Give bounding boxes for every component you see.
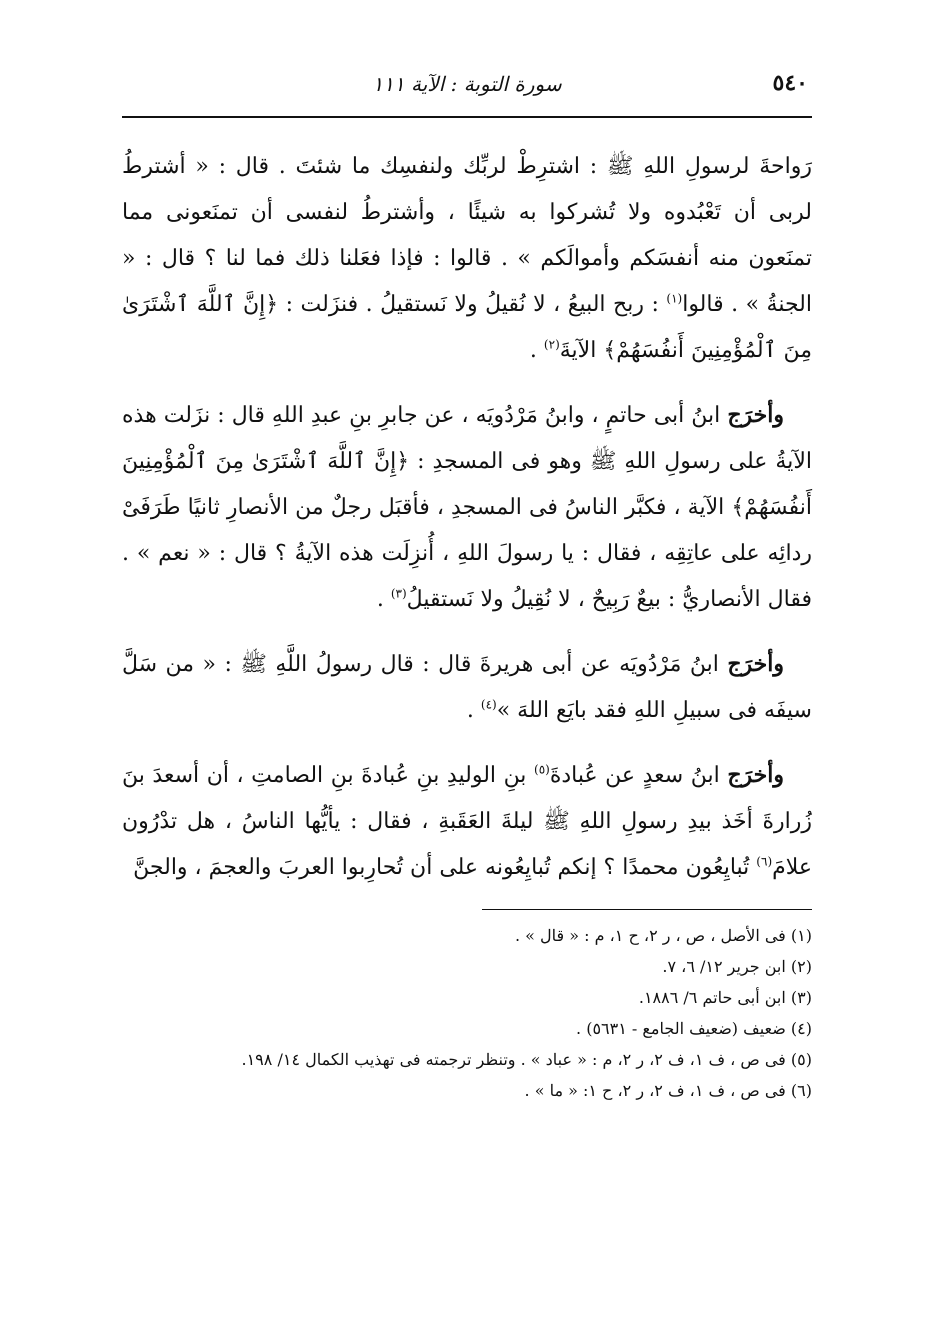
footnote-3: (٣) ابن أبى حاتم ٦/ ١٨٨٦.	[638, 988, 812, 1007]
footnotes	[122, 920, 812, 1106]
footnote-2: (٢) ابن جرير ١٢/ ٦، ٧.	[662, 957, 812, 976]
paragraph-2	[122, 392, 812, 623]
paragraph-text: ابنُ مَرْدُويَه عن أبى هريرةَ قال : قال رسولُ اللَّهِ ﷺ : « من سَلَّ سيفَه فى سبيلِ اللهِ فقد بايَع اللهَ »	[122, 652, 812, 723]
footnote-6: (٦) فى ص ، ف ١، ف ٢، ر ٢، ح ١: « ما » .	[524, 1081, 812, 1100]
paragraph-text: : ربح البيعُ ، لا نُقيلُ ولا نَستقيلُ . فنزَلت : ﴿إِنَّ ٱللَّهَ ٱشْتَرَىٰ مِنَ ٱلْمُؤْمِنِينَ أَنفُسَهُمْ﴾ الآيةَ	[122, 292, 812, 363]
main-text	[122, 144, 812, 891]
paragraph-end: .	[466, 698, 481, 723]
footnote-4: (٤) ضعيف (ضعيف الجامع - ٥٦٣١) .	[576, 1019, 812, 1038]
paragraph-1	[122, 144, 812, 374]
footnote-ref: (٦)	[756, 854, 773, 869]
paragraph-lead: وأخرَج	[727, 651, 784, 677]
footnote-ref: (٥)	[534, 762, 550, 777]
paragraph-text: ابنُ سعدٍ عن عُبادةَ	[549, 763, 728, 788]
book-page	[122, 60, 812, 1106]
paragraph-end: .	[529, 338, 544, 363]
paragraph-lead: وأخرَج	[727, 762, 784, 788]
footnote-divider	[482, 909, 812, 910]
footnote-ref: (٣)	[390, 586, 407, 601]
footnote-5: (٥) فى ص ، ف ١، ف ٢، ر ٢، م : « عباد » . وتنظر ترجمته فى تهذيب الكمال ١٤/ ١٩٨.	[241, 1050, 812, 1069]
footnote-ref: (٤)	[480, 697, 497, 712]
paragraph-text: بنِ الوليدِ بنِ عُبادةَ بنِ الصامتِ ، أن أسعدَ بنَ زُرارةَ أخَذ بيدِ رسولِ اللهِ ﷺ ليلةَ العَقَبةِ ، فقال : يأيُّها الناسُ ، هل تدْرُون علامَ	[122, 763, 812, 880]
footnote-ref: (١)	[666, 291, 683, 306]
paragraph-4	[122, 752, 812, 891]
paragraph-text: رَواحةَ لرسولِ اللهِ ﷺ : اشترِطْ لربِّك ولنفسِك ما شئتَ . قال : « أشترطُ لربى أن تَعْبُدوه ولا تُشركوا به شيئًا ، وأشترطُ لنفسى أن تمنَعونى مما تمنَعون منه أنفسَكم وأموالَكم » . قالوا : فإذا فعَلنا ذلك فما لنا ؟ قال : « الجنةُ » . قالوا	[122, 154, 812, 317]
page-number: ٥٤٠	[772, 70, 808, 96]
page-header	[122, 60, 812, 118]
running-title: سورة التوبة : الآية ١١١	[372, 72, 562, 96]
paragraph-lead: وأخرَج	[727, 402, 784, 428]
paragraph-3	[122, 641, 812, 734]
paragraph-end: .	[376, 587, 391, 612]
paragraph-end: تُبايِعُون محمدًا ؟ إنكم تُبايِعُونه على أن تُحارِبوا العربَ والعجمَ ، والجنَّ	[133, 855, 757, 880]
footnote-1: (١) فى الأصل ، ص ، ر ٢، ح ١، م : « قال » .	[515, 926, 812, 945]
paragraph-text: ابنُ أبى حاتمٍ ، وابنُ مَرْدُويَه ، عن جابرِ بنِ عبدِ اللهِ قال : نزَلت هذه الآيةُ على رسولِ اللهِ ﷺ وهو فى المسجدِ : ﴿إِنَّ ٱللَّهَ ٱشْتَرَىٰ مِنَ ٱلْمُؤْمِنِينَ أَنفُسَهُمْ﴾ الآية ، فكبَّر الناسُ فى المسجدِ ، فأقبَل رجلٌ من الأنصارِ ثانيًا طَرَفَىْ ردائِه على عاتِقِه ، فقال : يا رسولَ اللهِ ، أُنزِلَت هذه الآيةُ ؟ قال : « نعم » . فقال الأنصاريُّ : بيعٌ رَبِيحٌ ، لا نُقِيلُ ولا نَستقيلُ	[122, 403, 812, 612]
footnote-ref: (٢)	[543, 337, 560, 352]
